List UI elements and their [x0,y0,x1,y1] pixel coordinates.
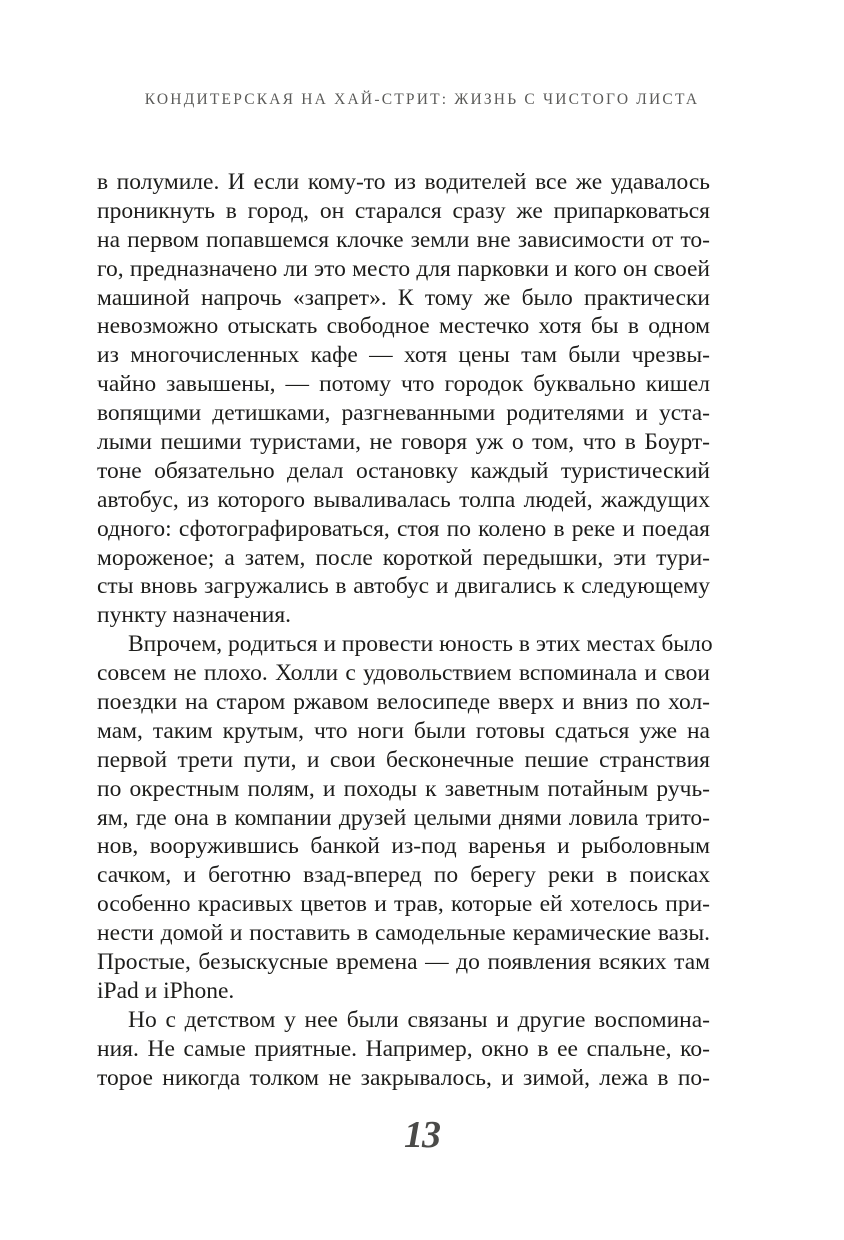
text-line: невозможно отыскать свободное местечко хотя бы в одном [97,313,710,340]
text-line: го, предназначено ли это место для парковки и кого он своей [97,255,710,282]
text-line: на первом попавшемся клочке земли вне зависимости от то- [97,226,710,253]
text-line: Но с детством у нее были связаны и другие воспомина- [128,1006,710,1033]
text-line: мам, таким крутым, что ноги были готовы сдаться уже на [97,717,710,744]
text-line: нов, вооружившись банкой из-под варенья и рыболовным [97,833,710,860]
text-line: первой трети пути, и свои бесконечные пешие странствия [97,746,710,773]
text-line: в полумиле. И если кому-то из водителей все же удавалось [97,169,710,195]
text-line: из многочисленных кафе — хотя цены там были чрезвы- [97,342,710,369]
text-line: чайно завышены, — потому что городок буквально кишел [97,371,710,398]
text-line: мороженое; а затем, после короткой передышки, эти тури- [97,544,710,571]
text-line: ния. Не самые приятные. Например, окно в ее спальне, ко- [97,1035,710,1062]
text-line: совсем не плохо. Холли с удовольствием вспоминала и свои [97,660,710,687]
text-line: особенно красивых цветов и трав, которые ей хотелось при- [97,891,710,918]
text-line: проникнуть в город, он старался сразу же припарковаться [97,197,710,224]
text-line: лыми пешими туристами, не говоря уж о том, что в Боурт- [97,429,710,456]
text-line: по окрестным полям, и походы к заветным потайным ручь- [97,775,710,802]
text-line: вопящими детишками, разгневанными родителями и уста- [97,400,710,427]
page-number: 13 [404,1114,440,1156]
text-line: сты вновь загружались в автобус и двигались к следующему [97,573,710,600]
text-line: ям, где она в компании друзей целыми днями ловила трито- [97,804,710,831]
text-line: пункту назначения. [97,602,292,629]
text-line: Простые, безыскусные времена — до появления всяких там [97,949,710,976]
body-text [97,168,713,1093]
text-line: тоне обязательно делал остановку каждый туристический [97,457,710,484]
text-line: торое никогда толком не закрывалось, и зимой, лежа в по- [97,1064,710,1091]
text-line: поездки на старом ржавом велосипеде вверх и вниз по хол- [97,689,710,716]
text-line: одного: сфотографироваться, стоя по колено в реке и поедая [97,515,710,542]
running-header: КОНДИТЕРСКАЯ НА ХАЙ-СТРИТ: ЖИЗНЬ С ЧИСТОГО ЛИСТА [144,91,700,108]
text-line: iPad и iPhone. [97,977,235,1004]
text-line: нести домой и поставить в самодельные керамические вазы. [97,920,710,947]
text-line: автобус, из которого вываливалась толпа людей, жаждущих [97,486,710,513]
text-line: Впрочем, родиться и провести юность в этих местах было [128,631,713,658]
text-line: машиной напрочь «запрет». К тому же было практически [97,284,710,311]
text-line: сачком, и беготню взад-вперед по берегу реки в поисках [97,862,710,889]
